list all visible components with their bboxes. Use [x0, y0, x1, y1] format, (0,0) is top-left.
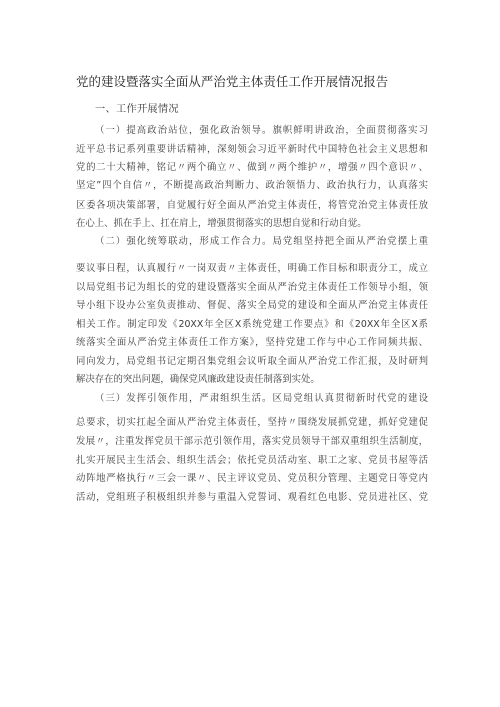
text-line: 导小组下设办公室负责推动、督促、落实全局党的建设和全面从严治党主体责任: [76, 300, 428, 311]
text-line: 同向发力，局党组书记定期召集党组会议听取全面从严治党工作汇报，及时研判: [76, 356, 428, 367]
text-line: （一）提高政治站位，强化政治领导。旗帜鲜明讲政治，全面贯彻落实习: [95, 125, 428, 136]
text-line: 发展〃，注重发挥党员干部示范引领作用，落实党员领导干部双重组织生活制度，: [76, 436, 428, 447]
text-line: （三）发挥引领作用，严肃组织生活。区局党组认真贯彻新时代党的建设: [95, 393, 428, 404]
text-line: 相关工作。制定印发《20XX年全区X系统党建工作要点》和《20XX年全区X系: [76, 319, 428, 330]
text-line: 活动，党组班子积极组织并参与重温入党誓词、观看红色电影、党员进社区、党: [76, 492, 428, 503]
text-line: 近平总书记系列重要讲话精神，深刻领会习近平新时代中国特色社会主义思想和: [76, 144, 428, 155]
text-line: （二）强化统筹联动，形成工作合力。局党组坚持把全面从严治党摆上重: [95, 236, 428, 247]
section-heading: 一、工作开展情况: [95, 104, 179, 115]
text-line: 统落实全面从严治党主体责任工作方案》，坚持党建工作与中心工作同频共振、: [76, 337, 428, 348]
text-line: 在心上、抓在手上、扛在肩上，增强贯彻落实的思想自觉和行动自觉。: [76, 218, 367, 229]
document-title: 党的建设暨落实全面从严治党主体责任工作开展情况报告: [76, 74, 389, 89]
text-line: 动阵地严格执行〃三会一课〃、民主评议党员、党员积分管理、主题党日等党内: [76, 473, 428, 484]
text-line: 总要求，切实扛起全面从严治党主体责任，坚持〃围绕发展抓党建，抓好党建促: [76, 417, 428, 428]
text-line: 要议事日程，认真履行〃一岗双责〃主体责任，明确工作目标和职责分工，成立: [76, 263, 428, 274]
text-line: 区委各项决策部署，自觉履行好全面从严治党主体责任，将管党治党主体责任放: [76, 200, 428, 211]
text-line: 扎实开展民主生活会、组织生活会；依托党员活动室、职工之家、党员书屋等活: [76, 455, 428, 466]
text-line: 坚定”四个自信〃，不断提高政治判断力、政治领悟力、政治执行力，认真落实: [76, 180, 428, 191]
text-line: 党的二十大精神，铭记〃两个确立〃、做到〃两个维护〃，增强〃四个意识〃、: [76, 162, 428, 173]
text-line: 解决存在的突出问题，确保党风廉政建设责任制落到实处。: [76, 374, 320, 385]
text-line: 以局党组书记为组长的党的建设暨落实全面从严治党主体责任工作领导小组，领: [76, 282, 428, 293]
